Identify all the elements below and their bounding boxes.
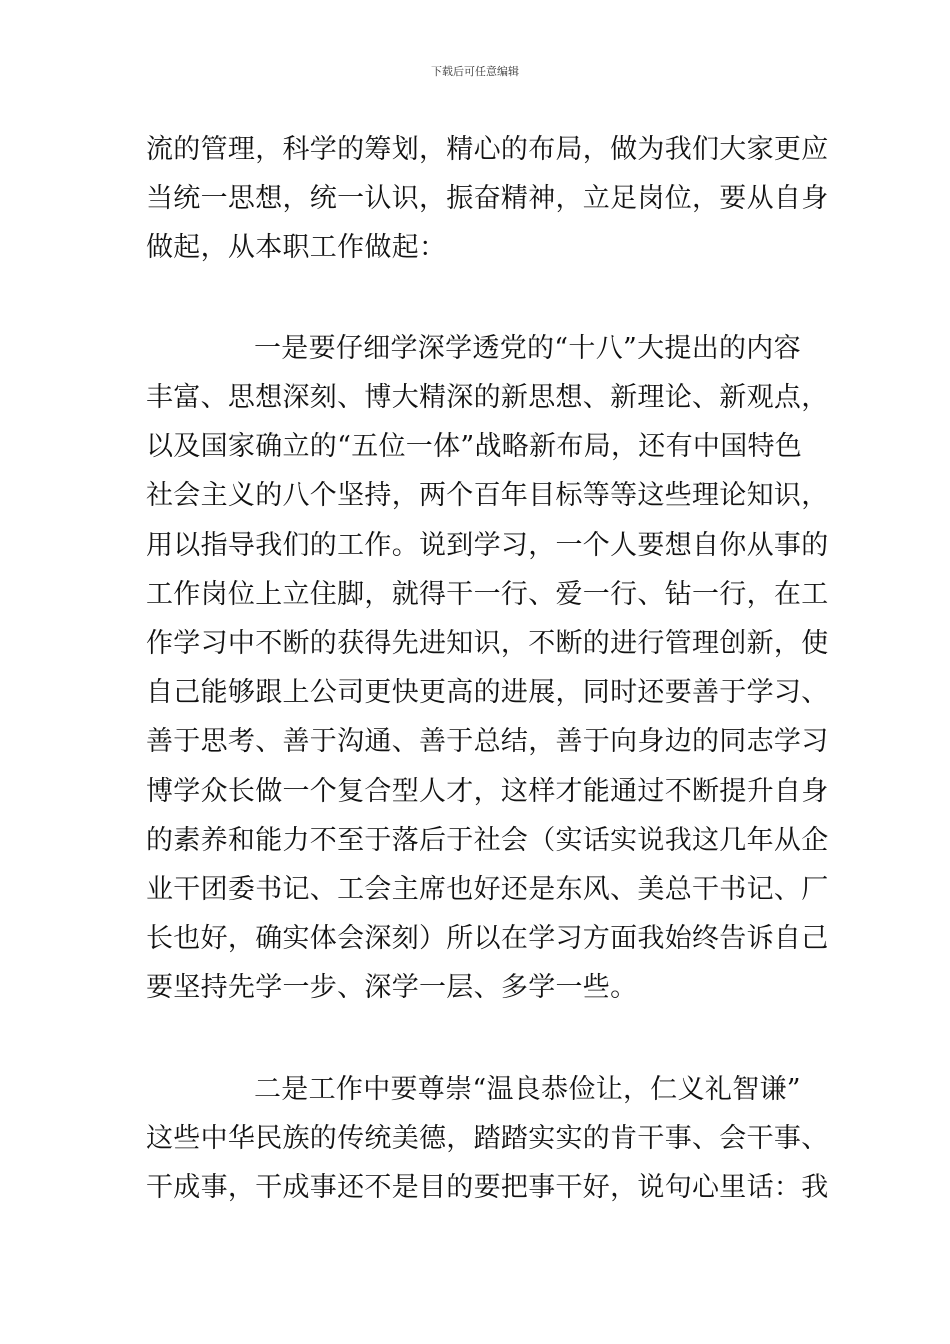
- text-line: 要坚持先学一步、深学一层、多学一些。: [146, 972, 638, 1003]
- text-line: 博学众长做一个复合型人才，这样才能通过不断提升自身: [146, 776, 829, 807]
- text-line: 善于思考、善于沟通、善于总结，善于向身边的同志学习: [146, 726, 829, 757]
- text-line: 社会主义的八个坚持，两个百年目标等等这些理论知识，: [146, 480, 829, 511]
- text-line: 流的管理，科学的筹划，精心的布局，做为我们大家更应: [146, 134, 829, 165]
- text-line: 自己能够跟上公司更快更高的进展，同时还要善于学习、: [146, 677, 829, 708]
- text-line: 工作岗位上立住脚，就得干一行、爱一行、钻一行，在工: [146, 579, 829, 610]
- text-line: 用以指导我们的工作。说到学习，一个人要想自你从事的: [146, 530, 829, 561]
- page-header: 下载后可任意编辑: [431, 65, 519, 78]
- text-line: 干成事，干成事还不是目的要把事干好，说句心里话：我: [146, 1172, 829, 1203]
- text-line: 长也好，确实体会深刻）所以在学习方面我始终告诉自己: [146, 923, 829, 954]
- text-line: 二是工作中要尊崇“温良恭俭让，仁义礼智谦”: [254, 1074, 801, 1105]
- text-line: 的素养和能力不至于落后于社会（实话实说我这几年从企: [146, 825, 829, 856]
- text-line: 作学习中不断的获得先进知识，不断的进行管理创新，使: [146, 628, 829, 659]
- text-line: 以及国家确立的“五位一体”战略新布局，还有中国特色: [146, 431, 803, 462]
- text-line: 业干团委书记、工会主席也好还是东风、美总干书记、厂: [146, 874, 829, 905]
- text-line: 丰富、思想深刻、博大精深的新思想、新理论、新观点，: [146, 382, 829, 413]
- text-line: 做起，从本职工作做起：: [146, 232, 447, 263]
- text-line: 当统一思想，统一认识，振奋精神，立足岗位，要从自身: [146, 183, 829, 214]
- text-line: 一是要仔细学深学透党的“十八”大提出的内容: [254, 333, 801, 364]
- text-line: 这些中华民族的传统美德，踏踏实实的肯干事、会干事、: [146, 1123, 829, 1154]
